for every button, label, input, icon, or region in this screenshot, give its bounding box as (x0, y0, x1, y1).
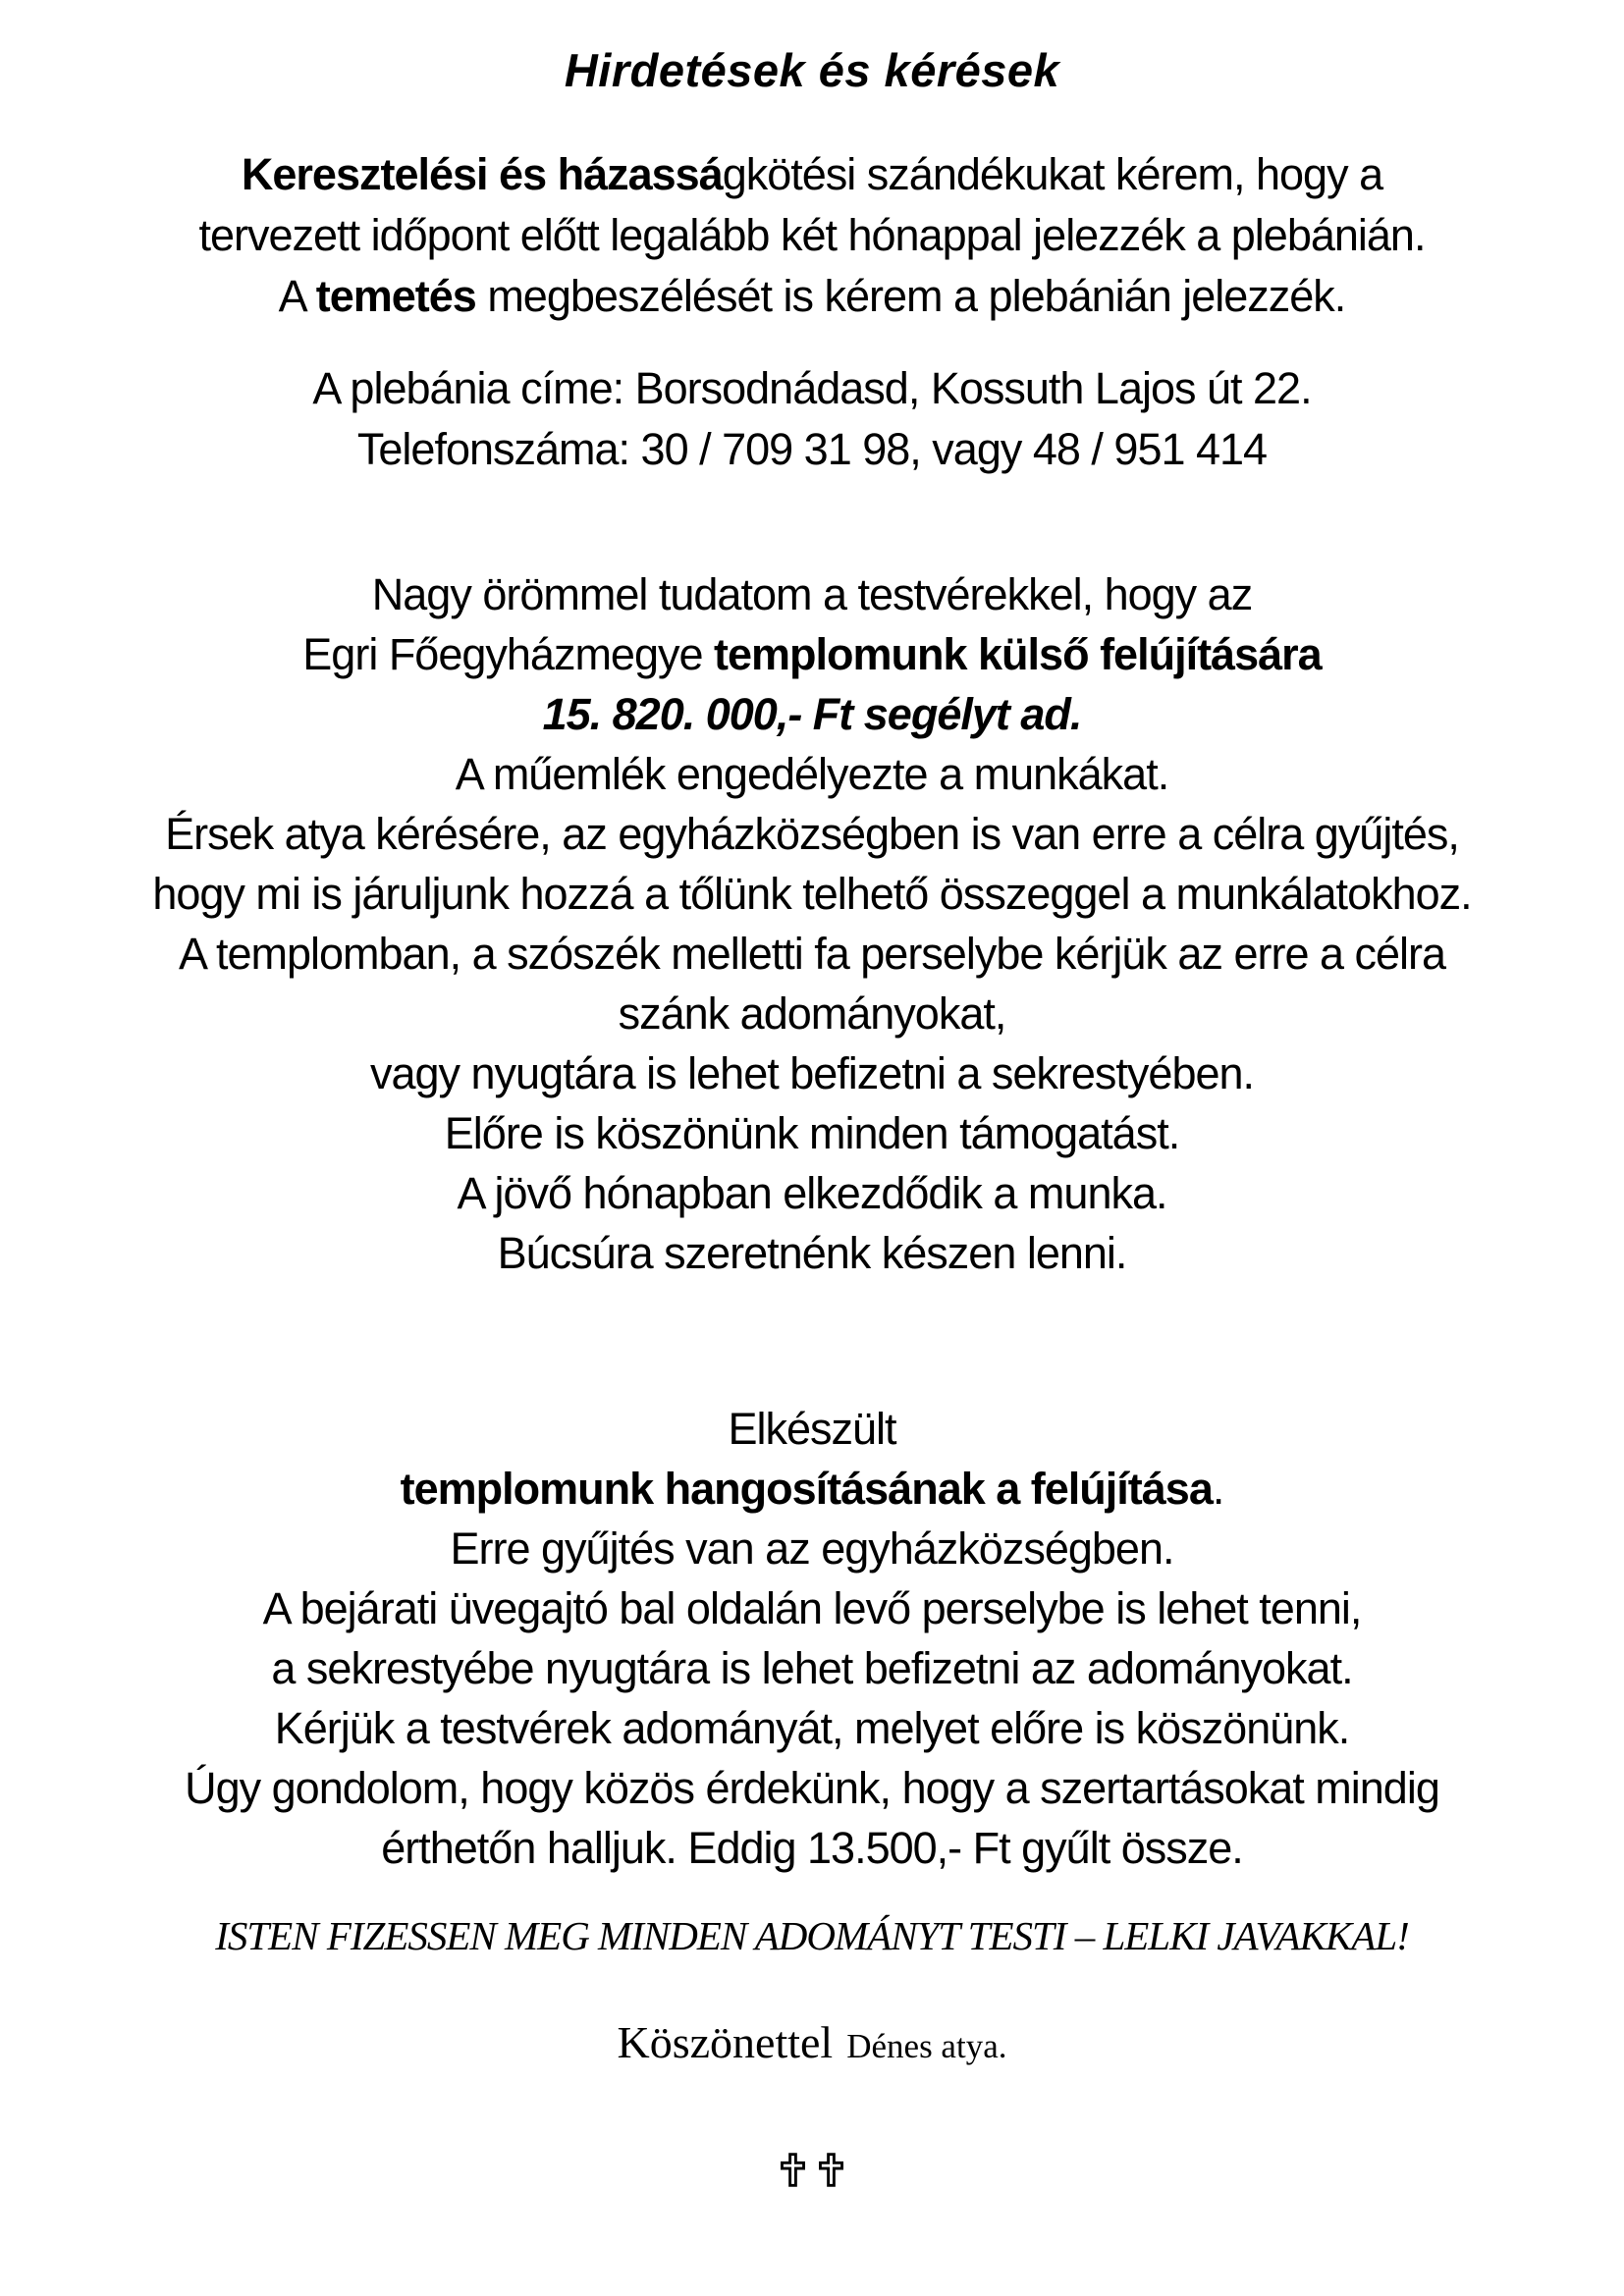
bold-text: Keresztelési és házassá (241, 149, 723, 199)
text-line: A bejárati üvegajtó bal oldalán levő perselybe is lehet tenni, (262, 1583, 1362, 1633)
text-line: tervezett időpont előtt legalább két hónappal jelezzék a plebánián. (198, 210, 1426, 260)
parish-phone-line: Telefonszáma: 30 / 709 31 98, vagy 48 / 951 414 (356, 424, 1268, 474)
text-line: A műemlék engedélyezte a munkákat. (455, 749, 1169, 799)
text-line: A jövő hónapban elkezdődik a munka. (457, 1168, 1167, 1218)
grant-amount-line: 15. 820. 000,- Ft segélyt ad. (542, 689, 1082, 739)
text-line: Búcsúra szeretnénk készen lenni. (497, 1228, 1127, 1278)
text-line (0, 1459, 1624, 1519)
blessing-line: ISTEN FIZESSEN MEG MINDEN ADOMÁNYT TESTI – LELKI JAVAKKAL! (215, 1913, 1409, 1958)
closing-name: Dénes atya. (846, 2027, 1007, 2065)
footer-crosses (0, 2153, 1624, 2187)
text-line: Kérjük a testvérek adományát, melyet előre is köszönünk. (274, 1703, 1350, 1753)
text-line: vagy nyugtára is lehet befizetni a sekrestyében. (369, 1048, 1255, 1098)
text-line: érthetőn halljuk. Eddig 13.500,- Ft gyűlt össze. (381, 1823, 1243, 1873)
bold-text: templomunk külső felújítására (714, 629, 1322, 679)
paragraph-baptism-wedding-notice (0, 144, 1624, 327)
text-line (0, 624, 1624, 684)
text-line: szánk adományokat, (618, 988, 1006, 1039)
regular-text: gkötési szándékukat kérem, hogy a (722, 149, 1383, 199)
text-line (0, 144, 1624, 205)
text-line: hogy mi is járuljunk hozzá a tőlünk telhető összeggel a munkálatokhoz. (152, 869, 1472, 919)
latin-cross-icon (819, 2153, 843, 2187)
text-line: Előre is köszönünk minden támogatást. (444, 1108, 1180, 1158)
text-line: Erre gyűjtés van az egyházközségben. (450, 1523, 1174, 1574)
regular-text: . (1212, 1464, 1224, 1514)
latin-cross-icon (781, 2153, 805, 2187)
paragraph-parish-contact (0, 358, 1624, 480)
text-line: a sekrestyébe nyugtára is lehet befizetni az adományokat. (271, 1643, 1353, 1693)
text-line: Úgy gondolom, hogy közös érdekünk, hogy a szertartásokat mindig (185, 1763, 1439, 1813)
regular-text: megbeszélését is kérem a plebánián jelezzék. (475, 271, 1346, 321)
text-line: Nagy örömmel tudatom a testvérekkel, hogy az (371, 569, 1253, 619)
regular-text: Egri Főegyházmegye (302, 629, 715, 679)
paragraph-exterior-renovation (0, 564, 1624, 1283)
closing-signature (0, 2016, 1624, 2068)
text-line: Elkészült (728, 1404, 896, 1454)
text-line: A templomban, a szószék melletti fa perselybe kérjük az erre a célra (178, 929, 1446, 979)
closing-thanks: Köszönettel (617, 2017, 834, 2067)
parish-address-line: A plebánia címe: Borsodnádasd, Kossuth Lajos út 22. (312, 363, 1312, 413)
paragraph-sound-system (0, 1399, 1624, 1878)
page-title: Hirdetések és kérések (564, 44, 1060, 96)
bold-text: temetés (315, 271, 476, 321)
regular-text: A (278, 271, 316, 321)
text-line: Érsek atya kérésére, az egyházközségben is van erre a célra gyűjtés, (165, 809, 1459, 859)
text-line (0, 266, 1624, 327)
bold-text: templomunk hangosításának a felújítása (400, 1464, 1213, 1514)
